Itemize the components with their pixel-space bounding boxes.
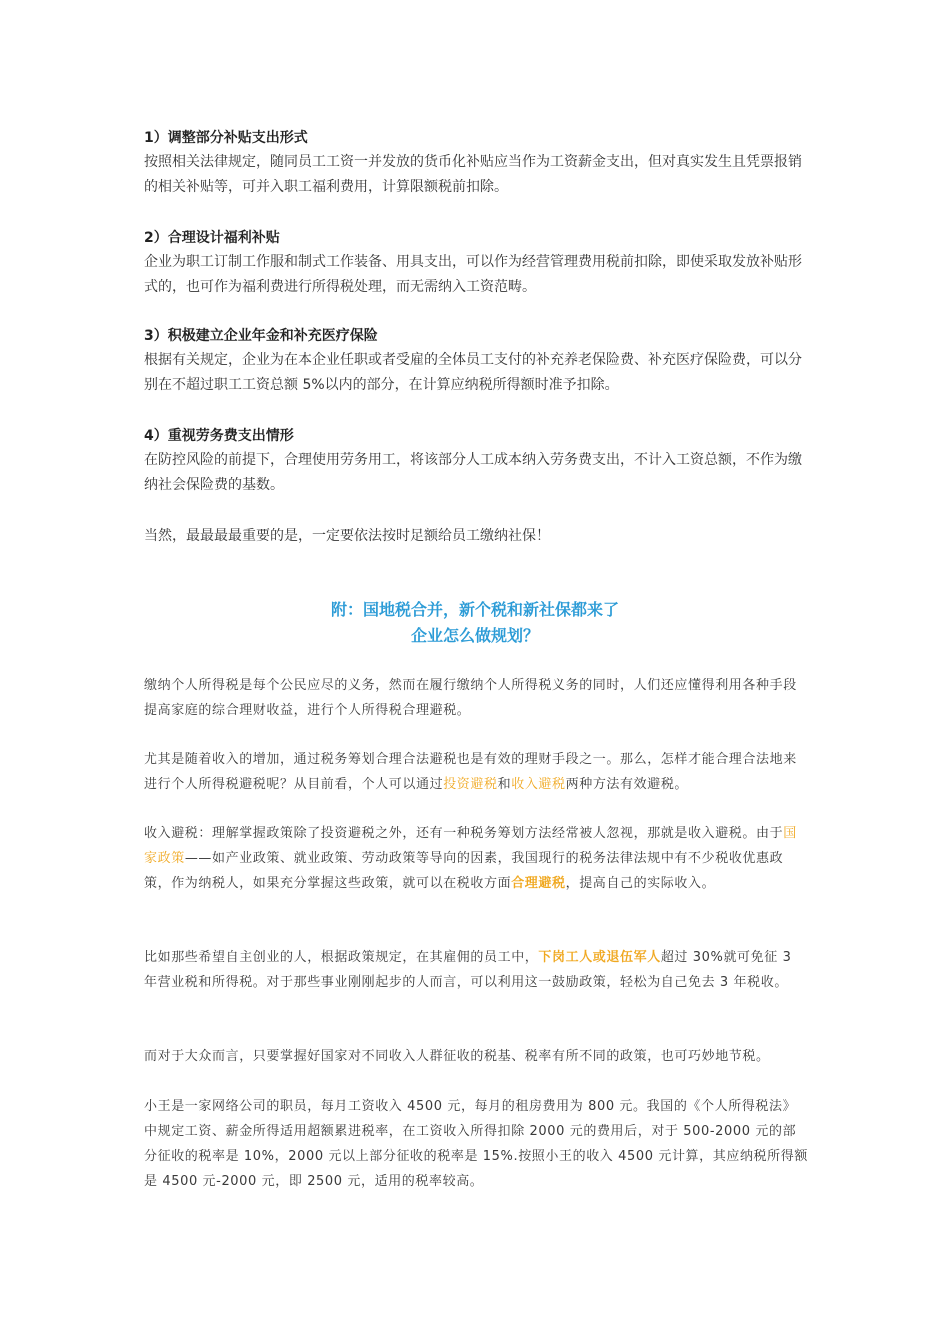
highlight-investment-tax-avoidance: 投资避税 — [443, 777, 498, 792]
paragraph-1: 缴纳个人所得税是每个公民应尽的义务，然而在履行缴纳个人所得税义务的同时，人们还应懂得利用各种手段提高家庭的综合理财收益，进行个人所得税合理避税。 — [144, 678, 797, 718]
paragraph-2-text-b: 和 — [497, 777, 512, 792]
section-3-heading: 3）积极建立企业年金和补充医疗保险 — [144, 328, 378, 344]
paragraph-4-text-b: 超过 30%就可免征 3 年营业税和所得税。对于那些事业刚刚起步的人而言，可以利用这一鼓励政策，轻松为自己免去 3 年税收。 — [144, 950, 792, 990]
paragraph-2-text-c: 两种方法有效避税。 — [565, 777, 689, 792]
paragraph-3-text-b: ——如产业政策、就业政策、劳动政策等导向的因素，我国现行的税务法律法规中有不少税收优惠政策，作为纳税人，如果充分掌握这些政策，就可以在税收方面 — [144, 851, 784, 891]
paragraph-3 — [144, 821, 808, 896]
appendix-title-line-1: 附：国地税合并，新个税和新社保都来了 — [330, 600, 619, 619]
paragraph-5: 而对于大众而言，只要掌握好国家对不同收入人群征收的税基、税率有所不同的政策，也可巧妙地节税。 — [144, 1049, 770, 1064]
highlight-laid-off-veterans: 下岗工人或退伍军人 — [538, 950, 661, 965]
highlight-income-tax-avoidance: 收入避税 — [511, 777, 566, 792]
appendix-title-line-2: 企业怎么做规划？ — [410, 626, 539, 645]
section-4-heading: 4）重视劳务费支出情形 — [144, 428, 294, 444]
section-2-body: 企业为职工订制工作服和制式工作装备、用具支出，可以作为经营管理费用税前扣除，即使采取发放补贴形式的，也可作为福利费进行所得税处理，而无需纳入工资范畴。 — [144, 254, 802, 295]
highlight-national-policy: 国家政策 — [144, 826, 797, 866]
section-3-body: 根据有关规定，企业为在本企业任职或者受雇的全体员工支付的补充养老保险费、补充医疗保险费，可以分别在不超过职工工资总额 5%以内的部分，在计算应纳税所得额时准予扣除。 — [144, 352, 802, 393]
paragraph-2 — [144, 747, 808, 797]
paragraph-4-text-a: 比如那些希望自主创业的人，根据政策规定，在其雇佣的员工中， — [144, 950, 539, 965]
section-4-body: 在防控风险的前提下，合理使用劳务用工，将该部分人工成本纳入劳务费支出，不计入工资总额，不作为缴纳社会保险费的基数。 — [144, 452, 802, 493]
section-1-heading: 1）调整部分补贴支出形式 — [144, 130, 308, 146]
section-1-body: 按照相关法律规定，随同员工工资一并发放的货币化补贴应当作为工资薪金支出，但对真实发生且凭票报销的相关补贴等，可并入职工福利费用，计算限额税前扣除。 — [144, 154, 802, 195]
highlight-reasonable-tax-avoidance: 合理避税 — [511, 876, 566, 891]
paragraph-3-text-a: 收入避税：理解掌握政策除了投资避税之外，还有一种税务筹划方法经常被人忽视，那就是收入避税。由于 — [144, 826, 784, 841]
section-2-heading: 2）合理设计福利补贴 — [144, 230, 280, 246]
paragraph-3-text-c: ，提高自己的实际收入。 — [565, 876, 716, 891]
paragraph-4 — [144, 945, 808, 995]
paragraph-6: 小王是一家网络公司的职员，每月工资收入 4500 元，每月的租房费用为 800 元。我国的《个人所得税法》中规定工资、薪金所得适用超额累进税率，在工资收入所得扣除 2000 元的费用后，对于 500-2000 元的部分征收的税率是 10%，2000 元以上部分征收的税率是 15%.按照小王的收入 4500 元计算，其应纳税所得额是 4500 元-2000 元，即 2500 元，适用的税率较高。 — [144, 1099, 808, 1189]
closing-note: 当然，最最最最重要的是，一定要依法按时足额给员工缴纳社保！ — [144, 528, 550, 544]
paragraph-2-text-a: 尤其是随着收入的增加，通过税务筹划合理合法避税也是有效的理财手段之一。那么，怎样才能合理合法地来进行个人所得税避税呢？从目前看，个人可以通过 — [144, 752, 797, 792]
